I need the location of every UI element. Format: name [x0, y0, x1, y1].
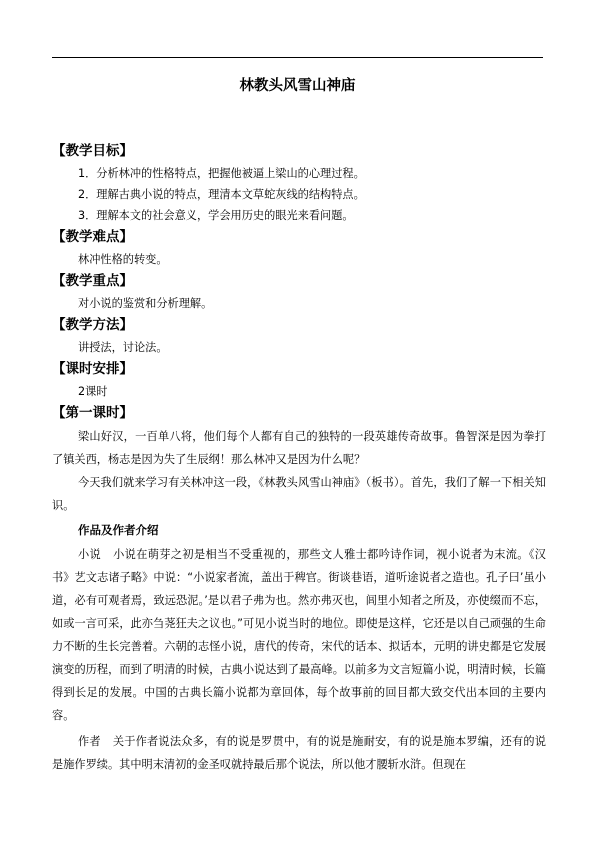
objective-item: 2．理解古典小说的特点，理清本文草蛇灰线的结构特点。	[78, 188, 365, 201]
author-label: 作者	[78, 735, 101, 748]
key-point-item: 对小说的鉴赏和分析理解。	[78, 297, 213, 310]
subheading-work-and-author: 作品及作者介绍	[78, 523, 159, 537]
objective-item: 1．分析林冲的性格特点，把握他被逼上梁山的心理过程。	[78, 167, 365, 180]
section-heading-schedule: 【课时安排】	[52, 361, 133, 377]
novel-text: 小说在萌芽之初是相当不受重视的，那些文人雅士都吟诗作词，视小说者为末流。《汉书》艺文志诸子略》中说：“小说家者流，盖出于稗官。街谈巷语，道听途说者之造也。孔子曰’虽小道，必有可观者焉，致远恐泥。’是以君子弗为也。然亦弗灭也，闾里小知者之所及，亦使缀而不忘，如或一言可采，此亦刍荛狂夫之议也。”可见小说当时的地位。即使是这样，它还是以自己顽强的生命力不断的生长完善着。六朝的志怪小说，唐代的传奇，宋代的话本、拟话本，元明的讲史都是它发展演变的历程，而到了明清的时候，古典小说达到了最高峰。以前多为文言短篇小说，明清时候，长篇得到长足的发展。中国的古典长篇小说都为章回体，每个故事前的回目都大致交代出本回的主要内容。	[52, 548, 546, 722]
difficulty-item: 林冲性格的转变。	[78, 253, 168, 266]
document-title: 林教头风雪山神庙	[239, 78, 356, 94]
novel-label: 小说	[78, 548, 102, 561]
objective-item: 3．理解本文的社会意义，学会用历史的眼光来看问题。	[78, 209, 354, 222]
author-text: 关于作者说法众多，有的说是罗贯中，有的说是施耐安，有的说是施本罗编，还有的说是施作罗续。其中明末清初的金圣叹就持最后那个说法，所以他才腰斩水浒。但现在	[52, 735, 546, 771]
method-item: 讲授法，讨论法。	[78, 341, 168, 354]
section-heading-difficulty: 【教学难点】	[52, 229, 133, 245]
section-heading-objectives: 【教学目标】	[52, 143, 133, 159]
intro-paragraph: 梁山好汉，一百单八将，他们每个人都有自己的独特的一段英雄传奇故事。鲁智深是因为拳打了镇关西，杨志是因为失了生辰纲！那么林冲又是因为什么呢？	[52, 430, 546, 466]
section-heading-methods: 【教学方法】	[52, 317, 133, 333]
header-rule	[52, 57, 543, 58]
novel-paragraph	[52, 543, 546, 727]
schedule-item: 2课时	[78, 385, 108, 398]
intro-paragraph: 今天我们就来学习有关林冲这一段，《林教头风雪山神庙》（板书）。首先，我们了解一下相关知识。	[52, 476, 546, 512]
section-heading-first-lesson: 【第一课时】	[52, 405, 133, 421]
author-paragraph	[52, 730, 546, 776]
document-body	[52, 140, 546, 776]
section-heading-key-points: 【教学重点】	[52, 273, 133, 289]
